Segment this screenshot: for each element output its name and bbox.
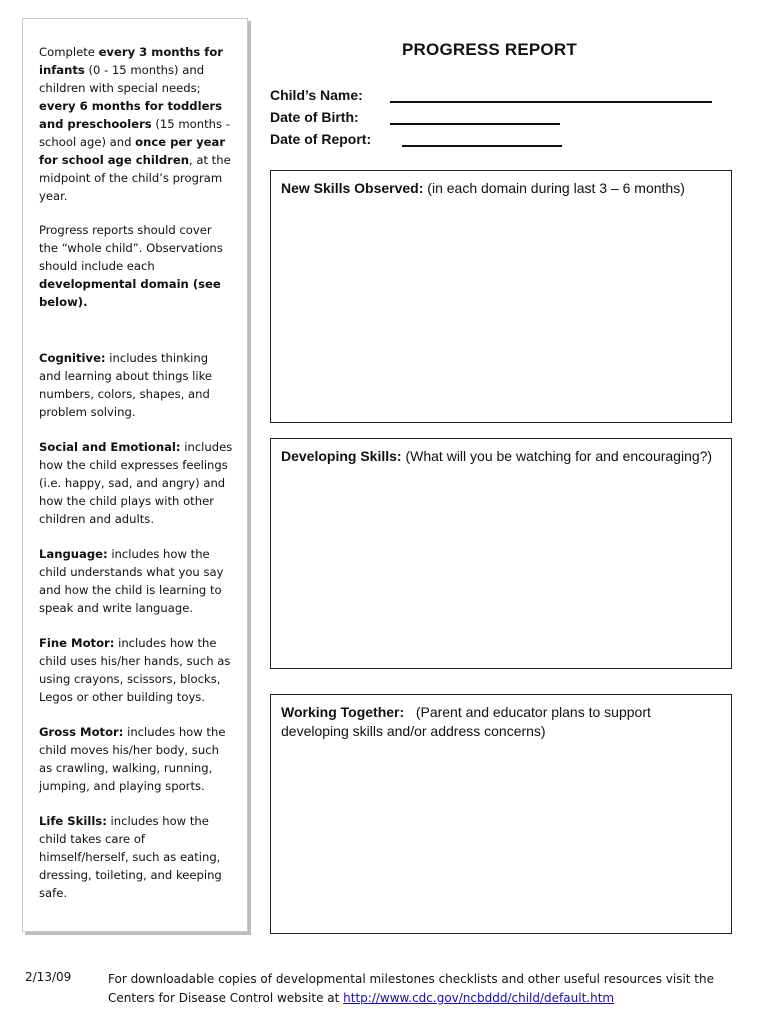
intro-text: Complete: [39, 45, 99, 59]
working-together-box[interactable]: [270, 694, 732, 934]
cdc-link[interactable]: http://www.cdc.gov/ncbddd/child/default.htm: [343, 991, 615, 1005]
domain-desc: includes how the child takes care of himself/herself, such as eating, dressing, toileting, and keeping safe.: [39, 814, 222, 900]
domain-desc: includes how the child moves his/her body, such as crawling, walking, running, jumping, and playing sports.: [39, 725, 226, 793]
child-name-line[interactable]: [390, 101, 712, 103]
intro-text: (0 - 15 months) and children with special needs;: [39, 63, 205, 95]
domain-name: Cognitive:: [39, 351, 106, 365]
report-date-line[interactable]: [402, 145, 562, 147]
new-skills-label: New Skills Observed:: [281, 180, 424, 196]
developing-skills-box[interactable]: [270, 438, 732, 669]
domain-desc: includes how the child uses his/her hands, such as using crayons, scissors, blocks, Legos or other building toys.: [39, 636, 231, 704]
coverage-paragraph: [39, 221, 233, 311]
info-sidebar: [22, 18, 248, 932]
footer-text: [108, 970, 748, 1008]
report-date-label: Date of Report:: [270, 131, 372, 147]
domain-desc: includes how the child expresses feelings (i.e. happy, sad, and angry) and how the child plays with other children and adults.: [39, 440, 233, 526]
dob-line[interactable]: [390, 123, 560, 125]
developing-skills-note: (What will you be watching for and encouraging?): [401, 448, 713, 464]
intro-text: (15 months - school age) and: [39, 117, 230, 149]
developing-skills-label: Developing Skills:: [281, 448, 402, 464]
footer-date: 2/13/09: [25, 970, 72, 984]
intro-text: , at the midpoint of the child’s program year.: [39, 153, 231, 203]
domain-name: Life Skills:: [39, 814, 107, 828]
footer-description: For downloadable copies of developmental milestones checklists and other useful resources visit the Centers for Disease Control website at: [108, 972, 714, 1005]
intro-bold-infants: every 3 months for infants: [39, 45, 224, 77]
coverage-text: Progress reports should cover the “whole child”. Observations should include each: [39, 223, 223, 273]
domain-language: [39, 545, 233, 617]
coverage-bold: developmental domain (see below).: [39, 277, 221, 309]
domain-name: Language:: [39, 547, 108, 561]
new-skills-note: (in each domain during last 3 – 6 months): [423, 180, 685, 196]
working-together-label: Working Together:: [281, 704, 405, 720]
working-together-note: (Parent and educator plans to support developing skills and/or address concerns): [281, 704, 655, 739]
domain-name: Fine Motor:: [39, 636, 115, 650]
domain-gross-motor: [39, 723, 233, 795]
dob-label: Date of Birth:: [270, 109, 359, 125]
intro-paragraph: [39, 43, 233, 205]
intro-bold-school-age: once per year for school age children: [39, 135, 226, 167]
domain-name: Social and Emotional:: [39, 440, 181, 454]
domain-name: Gross Motor:: [39, 725, 124, 739]
domain-cognitive: [39, 349, 233, 421]
child-name-label: Child’s Name:: [270, 87, 363, 103]
domain-desc: includes thinking and learning about things like numbers, colors, shapes, and problem solving.: [39, 351, 213, 419]
domain-fine-motor: [39, 634, 233, 706]
domain-life-skills: [39, 812, 233, 902]
domain-desc: includes how the child understands what you say and how the child is learning to speak and write language.: [39, 547, 224, 615]
page-title: PROGRESS REPORT: [402, 40, 577, 59]
intro-bold-toddlers: every 6 months for toddlers and preschoolers: [39, 99, 223, 131]
new-skills-box[interactable]: [270, 170, 732, 423]
domain-social-emotional: [39, 438, 233, 528]
